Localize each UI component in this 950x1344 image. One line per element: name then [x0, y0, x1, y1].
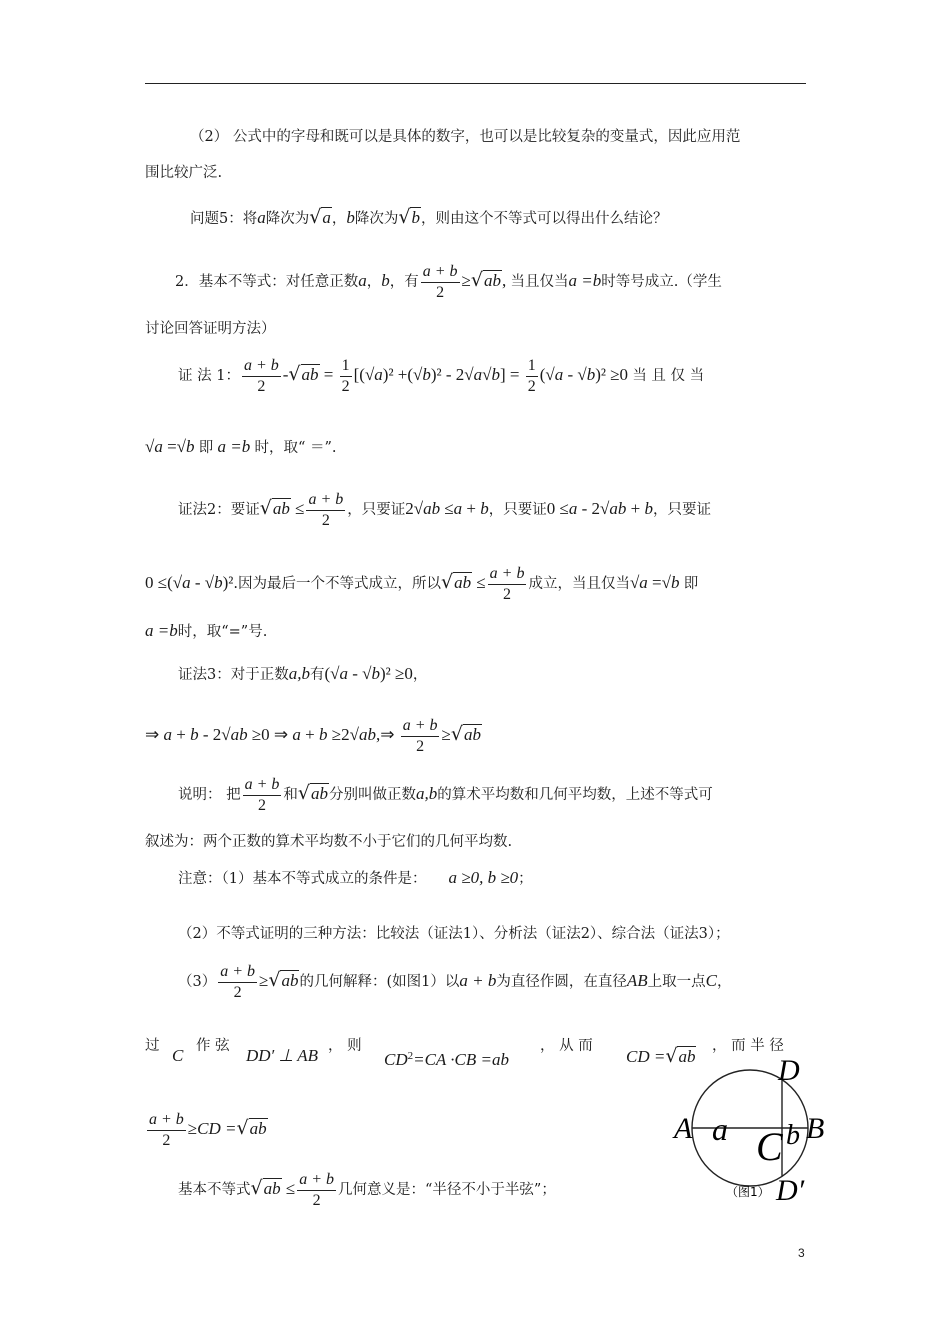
geometry-cd: CD =√ab	[626, 1045, 696, 1067]
note-2: （2）不等式证明的三种方法：比较法（证法1）、分析法（证法2）、综合法（证法3）；	[178, 926, 730, 942]
figure-caption: （图1）	[726, 1185, 770, 1199]
basic-inequality-statement-cont: 讨论回答证明方法）	[145, 321, 276, 337]
geometry-then: ， 则	[328, 1038, 362, 1054]
proof-1-cont: √a =√b 即 a =b 时，取“ ＝”.	[145, 437, 337, 456]
note-1: 注意：（1）基本不等式成立的条件是： a ≥0, b ≥0；	[178, 868, 533, 887]
page-number: 3	[798, 1246, 805, 1260]
proof-2: 证法2：要证√ab ≤ $\frac{a + b}{2}$ ，只要证2√ab ≤a + b，只要证0 ≤a - 2√ab + b，只要证	[178, 490, 711, 529]
question-5: 问题5：将a降次为√a，b降次为√b，则由这个不等式可以得出什么结论？	[190, 206, 668, 228]
proof-3-chain: ⇒ a + b - 2√ab ≥0 ⇒ a + b ≥2√ab,⇒ $\frac{a + b}{2}$ ≥√ab	[145, 716, 481, 755]
geometry-line-c: C	[172, 1046, 184, 1065]
label-b: b	[786, 1120, 800, 1151]
proof-1: 证 法 1： $\frac{a + b}{2}$ -√ab = $\frac{1}{2}$ [(√a)² +(√b)² - 2√a√b] = $\frac{1}{2}$ (√a - √b)² ≥0 当 且 仅 当	[178, 356, 705, 395]
label-A: A	[674, 1112, 693, 1145]
geometry-radius: ， 而 半 径	[712, 1038, 784, 1054]
label-C: C	[756, 1124, 783, 1169]
explanation-cont: 叙述为：两个正数的算术平均数不小于它们的几何平均数.	[145, 834, 513, 850]
basic-inequality-statement: 2．基本不等式：对任意正数a，b，有 $\frac{a + b}{2}$ ≥√ab, 当且仅当a =b时等号成立.（学生	[175, 262, 722, 301]
geometry-hence: ， 从 而	[540, 1038, 593, 1054]
explanation: 说明： 把 $\frac{a + b}{2}$ 和√ab分别叫做正数a,b的算术平均数和几何平均数，上述不等式可	[178, 775, 713, 814]
geometry-dd-perp: DD′ ⊥ AB	[246, 1046, 319, 1065]
text-note-2-cont: 围比较广泛.	[145, 165, 223, 181]
label-a: a	[712, 1111, 728, 1147]
figure-1-circle-diagram	[670, 1048, 840, 1208]
text-note-2: （2） 公式中的字母和既可以是具体的数字，也可以是比较复杂的变量式，因此应用范	[190, 129, 741, 145]
proof-2-cont: 0 ≤(√a - √b)².因为最后一个不等式成立，所以√ab ≤ $\frac{a + b}{2}$ 成立，当且仅当√a =√b 即	[145, 564, 699, 603]
label-D-prime: D′	[776, 1174, 805, 1207]
header-rule	[145, 83, 806, 84]
geometry-line: 过	[145, 1038, 160, 1054]
fraction-mean: $\frac{a + b}{2}$	[422, 262, 458, 301]
geometry-line-chord: 作 弦	[196, 1038, 230, 1054]
radius-inequality: $\frac{a + b}{2}$ ≥CD =√ab	[149, 1110, 267, 1149]
note-3: （3） $\frac{a + b}{2}$ ≥√ab的几何解释：(如图1）以a + b为直径作圆，在直径AB上取一点C，	[178, 962, 732, 1001]
geometry-cd2: $CD^2=CA \cdot CB =ab$	[384, 1049, 509, 1069]
label-B: B	[806, 1112, 825, 1145]
proof-3: 证法3：对于正数a,b有(√a - √b)² ≥0，	[178, 664, 428, 683]
proof-2-end: a =b时，取“=”号.	[145, 621, 268, 640]
geometric-meaning: 基本不等式√ab ≤ $\frac{a + b}{2}$ 几何意义是：“半径不小于半弦”；	[178, 1170, 556, 1209]
label-D: D	[778, 1054, 800, 1087]
